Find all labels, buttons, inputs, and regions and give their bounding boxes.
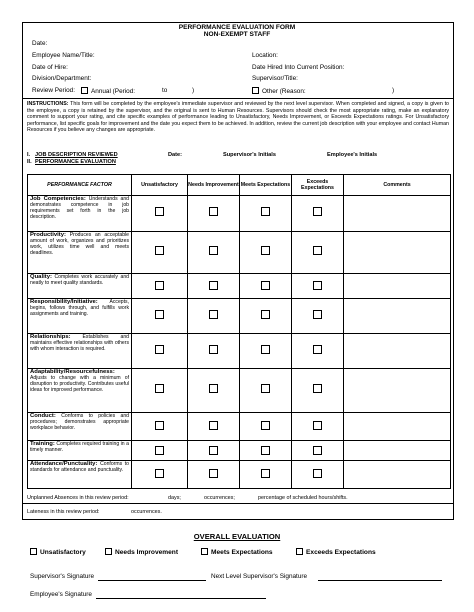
factor-name: Responsibility/Initiative: xyxy=(30,299,98,305)
factor-cell xyxy=(28,299,132,334)
meets-expectations-checkbox[interactable] xyxy=(261,281,270,290)
factor-cell xyxy=(28,196,132,232)
overall-checkbox[interactable] xyxy=(105,548,112,555)
header-unsatisfactory: Unsatisfactory xyxy=(132,175,188,196)
next-level-signature-line[interactable] xyxy=(318,580,442,581)
overall-evaluation-title: OVERALL EVALUATION xyxy=(193,532,281,541)
factor-name: Relationships: xyxy=(30,334,71,340)
meets-expectations-cell xyxy=(240,196,292,232)
needs-improvement-checkbox[interactable] xyxy=(209,207,218,216)
header-exceeds-expectations: Exceeds Expectations xyxy=(292,175,344,196)
absences-percentage: percentage of scheduled hours/shifts. xyxy=(258,495,348,501)
factor-desc: Conforms to standards for attendance and punctuality. xyxy=(30,461,129,473)
factor-cell xyxy=(28,441,132,461)
unsatisfactory-cell xyxy=(132,441,188,461)
unsatisfactory-checkbox[interactable] xyxy=(155,281,164,290)
comments-cell[interactable] xyxy=(344,196,451,232)
table-row xyxy=(28,369,451,413)
needs-improvement-cell xyxy=(188,274,240,299)
exceeds-expectations-checkbox[interactable] xyxy=(313,469,322,478)
section-1-date: Date: xyxy=(168,152,182,158)
date-label: Date: xyxy=(32,40,48,47)
annual-label: Annual (Period: xyxy=(91,88,136,95)
overall-checkbox[interactable] xyxy=(30,548,37,555)
to-label: to xyxy=(162,87,168,94)
date-of-hire-label: Date of Hire: xyxy=(32,64,68,71)
meets-expectations-cell xyxy=(240,461,292,489)
unsatisfactory-cell xyxy=(132,299,188,334)
needs-improvement-checkbox[interactable] xyxy=(209,281,218,290)
factor-desc: Produces an acceptable amount of work, organizes and prioritizes work, utilizes time well and meets deadlines. xyxy=(30,232,129,256)
form-subtitle: NON-EXEMPT STAFF xyxy=(203,31,271,38)
header-needs-improvement: Needs Improvement xyxy=(188,175,240,196)
meets-expectations-cell xyxy=(240,274,292,299)
header-divider xyxy=(22,98,454,99)
needs-improvement-checkbox[interactable] xyxy=(209,446,218,455)
factor-cell xyxy=(28,461,132,489)
needs-improvement-cell xyxy=(188,196,240,232)
comments-cell[interactable] xyxy=(344,441,451,461)
instructions-text: This form will be completed by the employee's immediate supervisor and reviewed by the next level supervisor. When completed and signed, a copy is given to the employee, a copy is retained by the supervisor, and the original is sent to Human Resources. Supervisors should check the most appropriate rating, make an explanatory comment to support your rating, and cite specific examples of performance leading to Unsatisfactory, Needs Improvement, or Exceeds Expectations ratings. For Unsatisfactory performance, list specific goals for improvement and the date you expect them to be achieved. In addition, review the current job description with your employee and contact Human Resources if you believe any changes are appropriate. xyxy=(27,101,449,134)
unsatisfactory-checkbox[interactable] xyxy=(155,310,164,319)
absences-days: days; xyxy=(168,495,181,501)
needs-improvement-cell xyxy=(188,369,240,413)
meets-expectations-cell xyxy=(240,369,292,413)
employee-signature-line[interactable] xyxy=(96,598,266,599)
exceeds-expectations-cell xyxy=(292,441,344,461)
unsatisfactory-cell xyxy=(132,413,188,441)
table-row xyxy=(28,334,451,369)
exceeds-expectations-checkbox[interactable] xyxy=(313,246,322,255)
factor-cell xyxy=(28,274,132,299)
supervisor-title-label: Supervisor/Title: xyxy=(252,75,298,82)
other-checkbox[interactable] xyxy=(252,87,259,94)
unsatisfactory-cell xyxy=(132,461,188,489)
needs-improvement-cell xyxy=(188,441,240,461)
overall-option-unsatisfactory[interactable] xyxy=(30,548,86,556)
lateness-occurrences: occurrences. xyxy=(131,509,162,515)
exceeds-expectations-cell xyxy=(292,369,344,413)
overall-option-meets-expectations[interactable] xyxy=(201,548,273,556)
other-label: Other (Reason: xyxy=(262,88,306,95)
overall-checkbox[interactable] xyxy=(201,548,208,555)
unsatisfactory-cell xyxy=(132,369,188,413)
section-2-num: II. xyxy=(27,159,32,165)
absences-label: Unplanned Absences in this review period: xyxy=(27,495,129,501)
exceeds-expectations-checkbox[interactable] xyxy=(313,345,322,354)
unsatisfactory-checkbox[interactable] xyxy=(155,246,164,255)
unsatisfactory-checkbox[interactable] xyxy=(155,384,164,393)
table-row xyxy=(28,461,451,489)
meets-expectations-checkbox[interactable] xyxy=(261,469,270,478)
overall-option-exceeds-expectations[interactable] xyxy=(296,548,376,556)
unsatisfactory-cell xyxy=(132,196,188,232)
performance-table xyxy=(27,174,451,489)
needs-improvement-checkbox[interactable] xyxy=(209,384,218,393)
other-option[interactable] xyxy=(252,87,306,95)
needs-improvement-checkbox[interactable] xyxy=(209,421,218,430)
exceeds-expectations-cell xyxy=(292,274,344,299)
section-1-employee-initials: Employee's Initials xyxy=(327,152,378,158)
date-hired-current-label: Date Hired Into Current Position: xyxy=(252,64,345,71)
unsatisfactory-checkbox[interactable] xyxy=(155,421,164,430)
other-close: ) xyxy=(392,87,395,94)
factor-name: Productivity: xyxy=(30,232,67,238)
exceeds-expectations-cell xyxy=(292,232,344,274)
comments-cell[interactable] xyxy=(344,232,451,274)
header-comments: Comments xyxy=(344,175,451,196)
exceeds-expectations-cell xyxy=(292,196,344,232)
needs-improvement-cell xyxy=(188,461,240,489)
next-level-signature-label: Next Level Supervisor's Signature xyxy=(211,573,308,580)
table-row xyxy=(28,299,451,334)
factor-desc: Completes required training in a timely manner. xyxy=(30,441,129,453)
factor-name: Training: xyxy=(30,441,55,447)
overall-option-label: Unsatisfactory xyxy=(40,549,86,556)
annual-option[interactable] xyxy=(81,87,135,95)
meets-expectations-checkbox[interactable] xyxy=(261,207,270,216)
factor-name: Job Competencies: xyxy=(30,196,86,202)
header-factor: PERFORMANCE FACTOR xyxy=(28,175,132,196)
review-period-label: Review Period: xyxy=(32,87,75,94)
exceeds-expectations-cell xyxy=(292,334,344,369)
overall-option-label: Exceeds Expectations xyxy=(306,549,376,556)
exceeds-expectations-cell xyxy=(292,413,344,441)
table-row xyxy=(28,413,451,441)
exceeds-expectations-checkbox[interactable] xyxy=(313,207,322,216)
section-1-title: JOB DESCRIPTION REVIEWED xyxy=(35,152,118,158)
absences-row xyxy=(27,495,129,501)
needs-improvement-cell xyxy=(188,334,240,369)
factor-cell xyxy=(28,232,132,274)
unsatisfactory-checkbox[interactable] xyxy=(155,446,164,455)
needs-improvement-cell xyxy=(188,232,240,274)
comments-cell[interactable] xyxy=(344,299,451,334)
table-header-row xyxy=(28,175,451,196)
factor-desc: Understands and demonstrates competence in job requirements set forth in the job description. xyxy=(30,196,130,220)
table-row xyxy=(28,441,451,461)
meets-expectations-checkbox[interactable] xyxy=(261,421,270,430)
exceeds-expectations-checkbox[interactable] xyxy=(313,310,322,319)
unsatisfactory-cell xyxy=(132,232,188,274)
comments-cell[interactable] xyxy=(344,461,451,489)
factor-desc: Conforms to policies and procedures; demonstrates appropriate workplace behavior. xyxy=(30,413,130,431)
meets-expectations-checkbox[interactable] xyxy=(261,446,270,455)
unsatisfactory-checkbox[interactable] xyxy=(155,469,164,478)
unsatisfactory-checkbox[interactable] xyxy=(155,345,164,354)
meets-expectations-checkbox[interactable] xyxy=(261,246,270,255)
division-label: Division/Department: xyxy=(32,75,92,82)
factor-name: Quality: xyxy=(30,274,52,280)
factor-cell xyxy=(28,369,132,413)
section-1-num: I. xyxy=(27,152,31,158)
exceeds-expectations-checkbox[interactable] xyxy=(313,384,322,393)
meets-expectations-cell xyxy=(240,232,292,274)
instructions-label: INSTRUCTIONS: xyxy=(27,101,69,107)
comments-cell[interactable] xyxy=(344,274,451,299)
needs-improvement-checkbox[interactable] xyxy=(209,345,218,354)
factor-desc: Establishes and maintains effective relationships with others with whom interaction is required. xyxy=(30,334,130,352)
exceeds-expectations-checkbox[interactable] xyxy=(313,281,322,290)
meets-expectations-cell xyxy=(240,299,292,334)
table-row xyxy=(28,196,451,232)
factor-desc: Accepts, begins, follows through, and fulfills work assignments and training. xyxy=(30,299,129,317)
factor-cell xyxy=(28,413,132,441)
supervisor-signature-line[interactable] xyxy=(98,580,206,581)
factor-desc: Adjusts to change with a minimum of disruption to productivity. Contributes useful ideas for improved performance. xyxy=(30,374,129,393)
unsatisfactory-cell xyxy=(132,334,188,369)
meets-expectations-cell xyxy=(240,334,292,369)
unsatisfactory-checkbox[interactable] xyxy=(155,207,164,216)
meets-expectations-checkbox[interactable] xyxy=(261,384,270,393)
section-2-title: PERFORMANCE EVALUATION xyxy=(35,159,116,165)
overall-option-label: Meets Expectations xyxy=(211,549,273,556)
meets-expectations-checkbox[interactable] xyxy=(261,345,270,354)
overall-option-needs-improvement[interactable] xyxy=(105,548,178,556)
overall-option-label: Needs Improvement xyxy=(115,549,179,556)
meets-expectations-cell xyxy=(240,441,292,461)
absences-occurrences: occurrences; xyxy=(204,495,235,501)
meets-expectations-cell xyxy=(240,413,292,441)
comments-cell[interactable] xyxy=(344,334,451,369)
factor-desc: Completes work accurately and neatly to meet quality standards. xyxy=(30,274,129,286)
exceeds-expectations-cell xyxy=(292,461,344,489)
header-meets-expectations: Meets Expectations xyxy=(240,175,292,196)
comments-cell[interactable] xyxy=(344,369,451,413)
form-title: PERFORMANCE EVALUATION FORM xyxy=(178,24,296,31)
annual-close: ) xyxy=(192,87,195,94)
needs-improvement-checkbox[interactable] xyxy=(209,246,218,255)
factor-name: Adaptability/Resourcefulness: xyxy=(30,369,115,375)
exceeds-expectations-checkbox[interactable] xyxy=(313,421,322,430)
factor-cell xyxy=(28,334,132,369)
exceeds-expectations-checkbox[interactable] xyxy=(313,446,322,455)
location-label: Location: xyxy=(252,52,278,59)
instructions xyxy=(27,101,449,134)
table-row xyxy=(28,274,451,299)
needs-improvement-cell xyxy=(188,299,240,334)
comments-cell[interactable] xyxy=(344,413,451,441)
absences-divider xyxy=(22,503,454,504)
needs-improvement-checkbox[interactable] xyxy=(209,469,218,478)
lateness-label: Lateness in this review period: xyxy=(27,509,100,515)
employee-signature-label: Employee's Signature xyxy=(30,591,92,598)
employee-name-label: Employee Name/Title: xyxy=(32,52,95,59)
factor-name: Attendance/Punctuality: xyxy=(30,461,98,467)
needs-improvement-checkbox[interactable] xyxy=(209,310,218,319)
needs-improvement-cell xyxy=(188,413,240,441)
table-row xyxy=(28,232,451,274)
factor-name: Conduct: xyxy=(30,413,56,419)
unsatisfactory-cell xyxy=(132,274,188,299)
meets-expectations-checkbox[interactable] xyxy=(261,310,270,319)
overall-checkbox[interactable] xyxy=(296,548,303,555)
annual-checkbox[interactable] xyxy=(81,87,88,94)
supervisor-signature-label: Supervisor's Signature xyxy=(30,573,95,580)
section-1-supervisor-initials: Supervisor's Initials xyxy=(223,152,276,158)
exceeds-expectations-cell xyxy=(292,299,344,334)
